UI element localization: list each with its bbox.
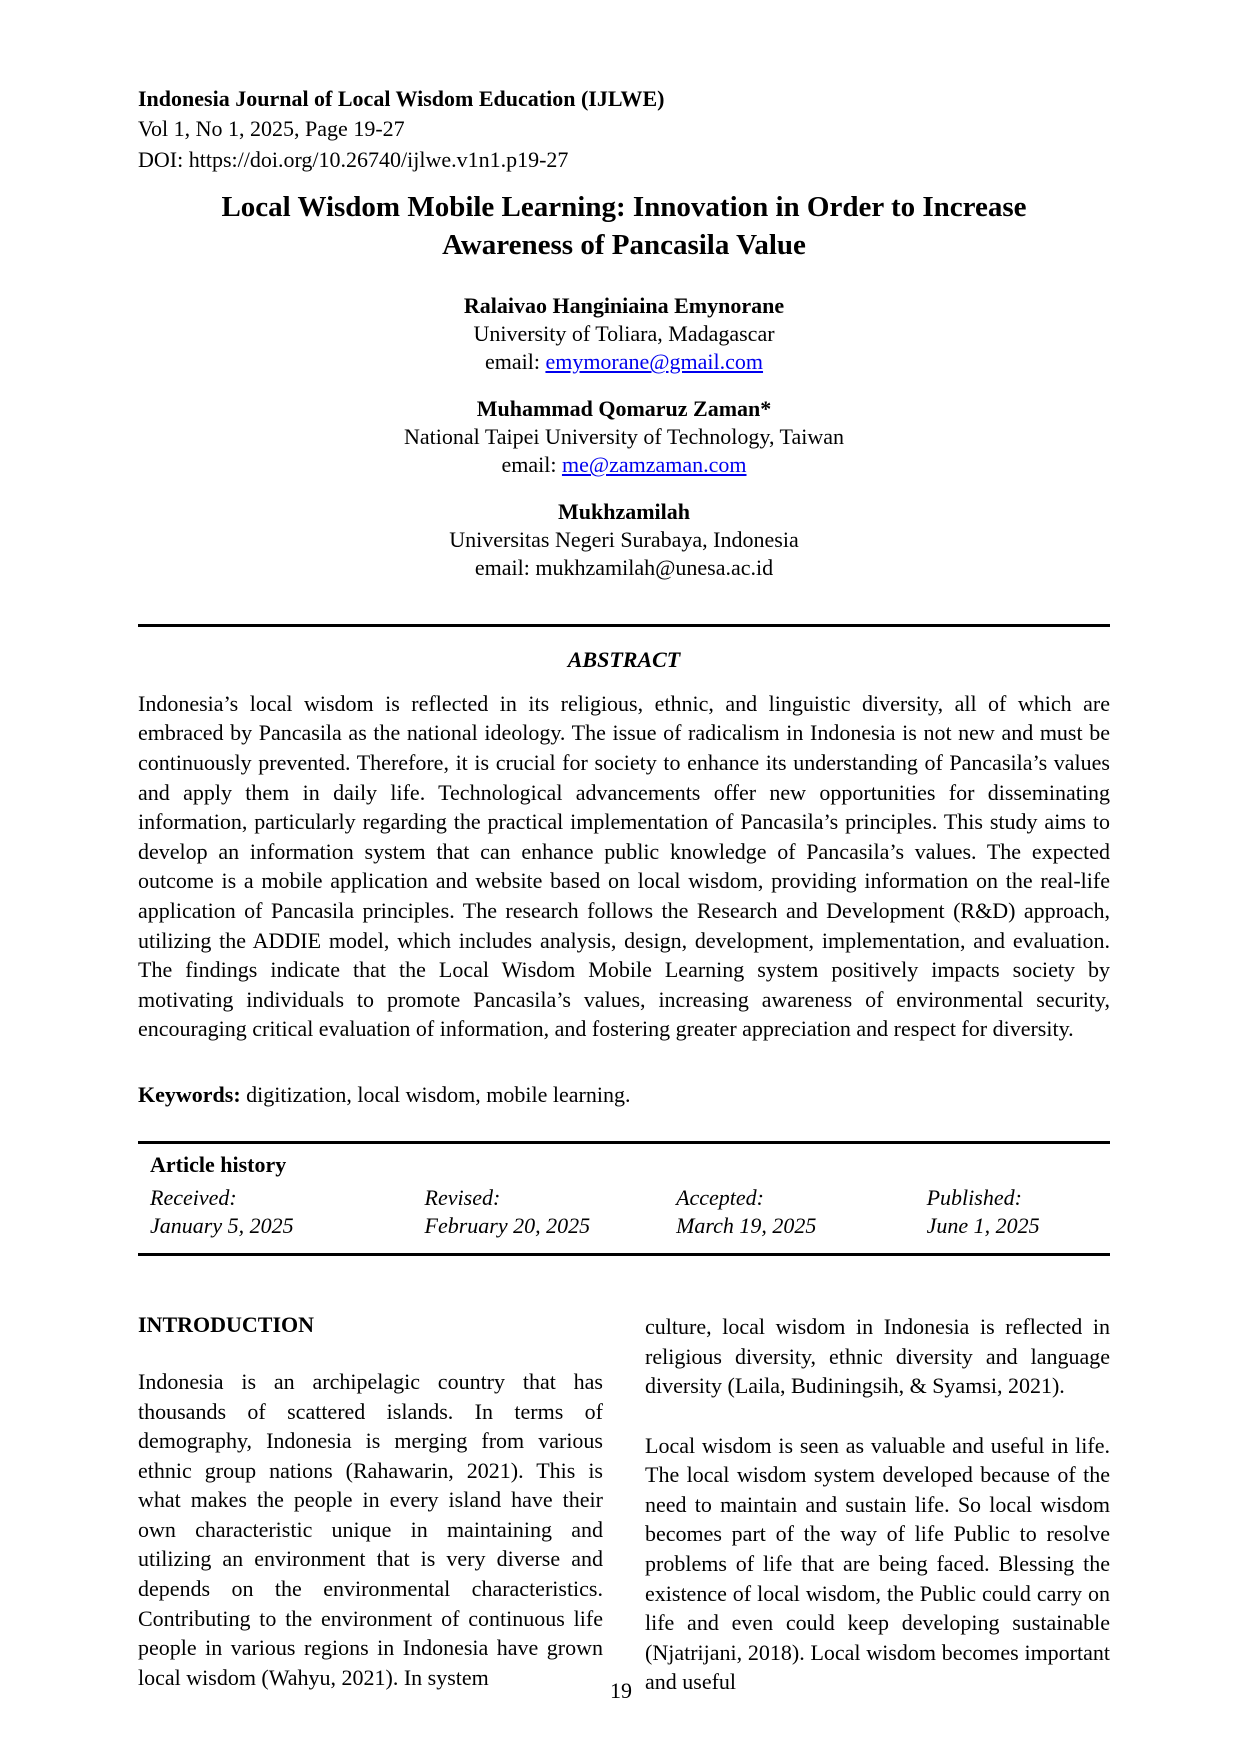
- history-received: [150, 1184, 425, 1241]
- author-email-line: [138, 451, 1110, 479]
- history-label: Accepted:: [676, 1184, 764, 1210]
- page-header: [138, 84, 1110, 175]
- right-column: [645, 1312, 1110, 1697]
- history-published: [927, 1184, 1110, 1241]
- article-title: Local Wisdom Mobile Learning: Innovation in Order to Increase Awareness of Pancasila Value: [221, 191, 1027, 261]
- introduction-heading: INTRODUCTION: [138, 1312, 315, 1338]
- separator-rule: [138, 624, 1110, 627]
- page-footer: [0, 1678, 1242, 1704]
- left-column: [138, 1312, 603, 1697]
- history-date: January 5, 2025: [150, 1213, 294, 1239]
- journal-name: Indonesia Journal of Local Wisdom Education (IJLWE): [138, 86, 665, 111]
- doi-line: DOI: https://doi.org/10.26740/ijlwe.v1n1.p19-27: [138, 146, 569, 172]
- page-number: 19: [610, 1678, 632, 1703]
- keywords-line: [138, 1082, 1110, 1108]
- intro-paragraph: Indonesia is an archipelagic country that has thousands of scattered islands. In terms of demography, Indonesia is merging from various ethnic group nations (Rahawarin, 2021). This is what makes the people in every island have their own characteristic unique in maintaining and utilizing an environment that is very diverse and depends on the environmental characteristics. Contributing to the environment of continuous life people in various regions in Indonesia have grown local wisdom (Wahyu, 2021). In system: [138, 1369, 603, 1690]
- author-name: Ralaivao Hanginiaina Emynorane: [463, 293, 785, 319]
- author-name: Muhammad Qomaruz Zaman*: [476, 396, 772, 422]
- history-date: February 20, 2025: [424, 1213, 591, 1239]
- intro-paragraph: culture, local wisdom in Indonesia is reflected in religious diversity, ethnic diversity and language diversity (Laila, Budiningsih, & Syamsi, 2021).: [645, 1314, 1110, 1399]
- email-label: email:: [474, 554, 530, 580]
- intro-paragraph: Local wisdom is seen as valuable and useful in life. The local wisdom system developed because of the need to maintain and sustain life. So local wisdom becomes part of the way of life Public to resolve problems of life that are being faced. Blessing the existence of local wisdom, the Public could carry on life and even could keep developing sustainable (Njatrijani, 2018). Local wisdom becomes important and useful: [645, 1432, 1110, 1695]
- body-columns: [138, 1312, 1110, 1697]
- authors-section: [138, 292, 1110, 581]
- article-history-row: [150, 1184, 1110, 1241]
- history-date: June 1, 2025: [926, 1213, 1040, 1239]
- author-email-line: [138, 554, 1110, 582]
- history-label: Revised:: [424, 1184, 501, 1210]
- email-label: email:: [501, 452, 557, 478]
- author-email-plain: mukhzamilah@unesa.ac.id: [535, 554, 774, 580]
- author-affiliation: Universitas Negeri Surabaya, Indonesia: [449, 527, 799, 553]
- author-block-1: [138, 292, 1110, 376]
- history-label: Received:: [150, 1184, 237, 1210]
- history-revised: [425, 1184, 677, 1241]
- author-block-3: [138, 498, 1110, 582]
- abstract-heading: ABSTRACT: [567, 646, 681, 672]
- email-label: email:: [484, 349, 540, 375]
- author-affiliation: University of Toliara, Madagascar: [473, 321, 775, 347]
- abstract-text: Indonesia’s local wisdom is reflected in its religious, ethnic, and linguistic diversity, all of which are embraced by Pancasila as the national ideology. The issue of radicalism in Indonesia is not new and must be continuously prevented. Therefore, it is crucial for society to enhance its understanding of Pancasila’s values and apply them in daily life. Technological advancements offer new opportunities for disseminating information, particularly regarding the practical implementation of Pancasila’s principles. This study aims to develop an information system that can enhance public knowledge of Pancasila’s values. The expected outcome is a mobile application and website based on local wisdom, providing information on the real-life application of Pancasila principles. The research follows the Research and Development (R&D) approach, utilizing the ADDIE model, which includes analysis, design, development, implementation, and evaluation. The findings indicate that the Local Wisdom Mobile Learning system positively impacts society by motivating individuals to promote Pancasila’s values, increasing awareness of environmental security, encouraging critical evaluation of information, and fostering greater appreciation and respect for diversity.: [138, 690, 1110, 1042]
- author-affiliation: National Taipei University of Technology, Taiwan: [404, 424, 844, 450]
- author-email-link[interactable]: emymorane@gmail.com: [545, 349, 764, 375]
- keywords-text: digitization, local wisdom, mobile learning.: [246, 1081, 631, 1107]
- history-label: Published:: [926, 1184, 1022, 1210]
- author-name: Mukhzamilah: [557, 499, 691, 525]
- article-history-heading: Article history: [150, 1151, 287, 1177]
- author-email-line: [138, 348, 1110, 376]
- volume-info: Vol 1, No 1, 2025, Page 19-27: [138, 116, 405, 142]
- author-email-link[interactable]: me@zamzaman.com: [561, 452, 747, 478]
- author-block-2: [138, 395, 1110, 479]
- keywords-label: Keywords:: [138, 1081, 241, 1107]
- history-date: March 19, 2025: [676, 1213, 817, 1239]
- history-accepted: [676, 1184, 927, 1241]
- article-history-table: [138, 1141, 1110, 1256]
